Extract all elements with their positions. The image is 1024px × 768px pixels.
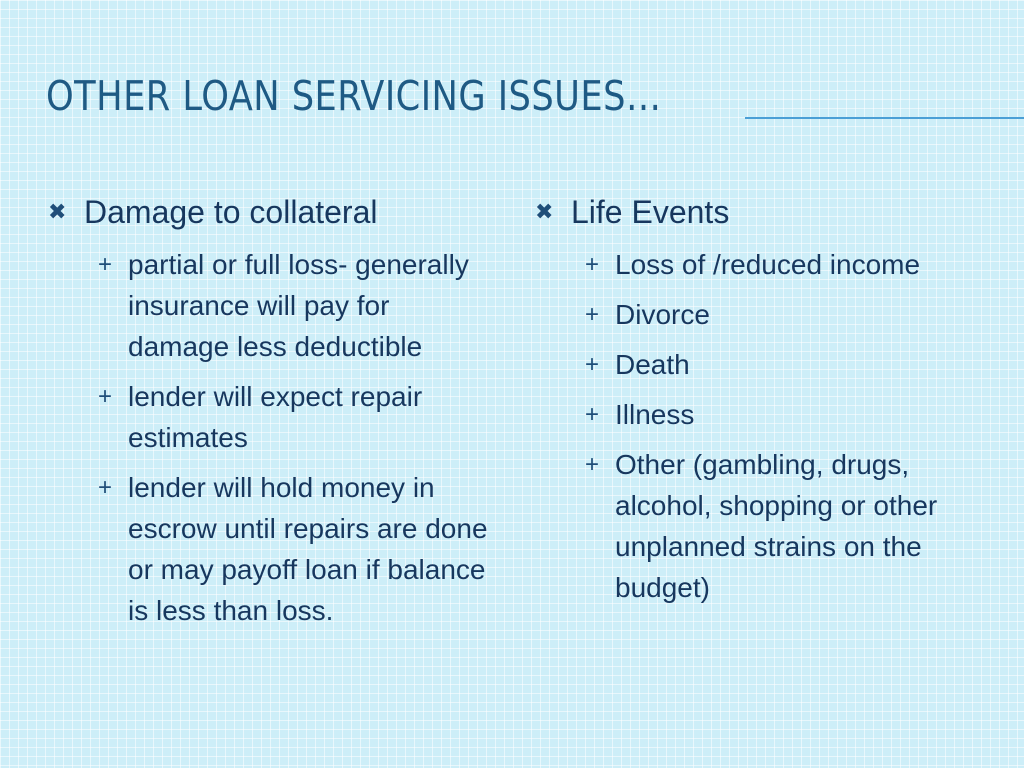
right-heading-item	[535, 190, 1005, 234]
x-mark-bullet-icon: ✖	[535, 199, 554, 224]
list-item	[585, 444, 1005, 608]
list-item-text: lender will expect repair estimates	[128, 381, 423, 453]
plus-bullet-icon: +	[585, 251, 600, 278]
plus-bullet-icon: +	[98, 383, 113, 410]
title-area	[46, 72, 1024, 132]
list-item	[98, 244, 498, 367]
list-item-text: Other (gambling, drugs, alcohol, shopping or other unplanned strains on the budget)	[615, 449, 938, 603]
x-mark-bullet-icon: ✖	[48, 199, 67, 224]
plus-bullet-icon: +	[585, 451, 600, 478]
left-column	[48, 190, 498, 640]
list-item-text: partial or full loss- generally insurance will pay for damage less deductible	[128, 249, 469, 362]
left-heading-item	[48, 190, 498, 234]
title-divider	[745, 117, 1024, 119]
list-item-text: Loss of /reduced income	[615, 249, 921, 280]
list-item-text: Illness	[615, 399, 695, 430]
left-sublist	[48, 244, 498, 631]
list-item	[98, 467, 498, 631]
list-item	[585, 394, 1005, 435]
list-item	[98, 376, 498, 458]
right-column	[535, 190, 1005, 617]
right-heading: Life Events	[571, 194, 730, 230]
list-item-text: Divorce	[615, 299, 710, 330]
plus-bullet-icon: +	[98, 474, 113, 501]
list-item	[585, 244, 1005, 285]
plus-bullet-icon: +	[585, 351, 600, 378]
plus-bullet-icon: +	[98, 251, 113, 278]
plus-bullet-icon: +	[585, 401, 600, 428]
list-item	[585, 344, 1005, 385]
list-item-text: Death	[615, 349, 690, 380]
list-item	[585, 294, 1005, 335]
left-heading: Damage to collateral	[84, 194, 378, 230]
list-item-text: lender will hold money in escrow until repairs are done or may payoff loan if balance is less than loss.	[128, 472, 488, 626]
slide-title: OTHER LOAN SERVICING ISSUES…	[46, 72, 662, 120]
plus-bullet-icon: +	[585, 301, 600, 328]
right-sublist	[535, 244, 1005, 608]
